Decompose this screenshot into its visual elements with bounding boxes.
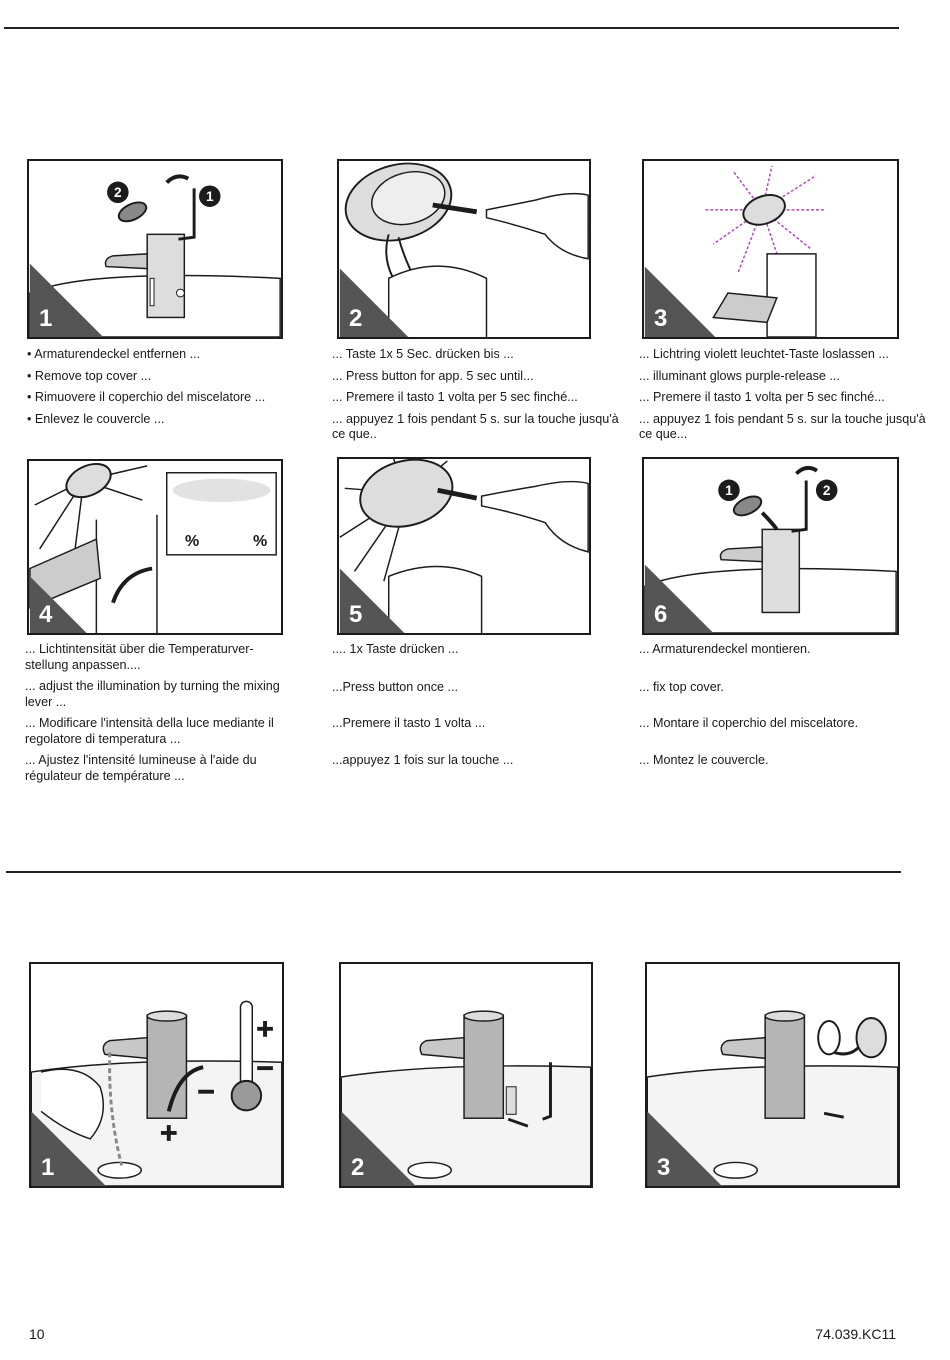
step-text-de: .... 1x Taste drücken ... xyxy=(332,642,459,656)
step-text-fr: ... appuyez 1 fois pendant 5 s. sur la touche jusqu'à ce que.. xyxy=(332,411,619,441)
purple-light-drawing xyxy=(644,161,897,337)
step-text-de: ... Lichtring violett leuchtet-Taste loslassen ... xyxy=(639,347,889,361)
step-text-de: ... Lichtintensität über die Temperaturver-stellung anpassen.... xyxy=(25,642,254,672)
bottom-step-1-illustration xyxy=(29,962,284,1188)
bottom-step-3-illustration xyxy=(645,962,900,1188)
remove-filter-drawing xyxy=(341,964,591,1186)
inset-percent-left: % xyxy=(185,533,200,550)
step-2-text xyxy=(332,347,622,449)
badge-two: 2 xyxy=(822,483,831,499)
step-4-text xyxy=(25,642,295,790)
step-1-text xyxy=(27,347,317,433)
press-button-drawing xyxy=(339,161,589,337)
step-text-en: ... adjust the illumination by turning the mixing lever ... xyxy=(25,679,280,709)
step-text-de: ... Armaturendeckel montieren. xyxy=(639,642,811,656)
step-number: 2 xyxy=(351,1154,365,1181)
step-number: 5 xyxy=(349,601,363,628)
step-number: 2 xyxy=(349,305,363,332)
step-text-en: ... Press button for app. 5 sec until... xyxy=(332,368,534,383)
step-4-illustration xyxy=(27,459,283,635)
press-button-once-drawing xyxy=(339,459,589,633)
middle-rule xyxy=(6,871,901,873)
step-1-illustration xyxy=(27,159,283,339)
step-text-it: ... Premere il tasto 1 volta per 5 sec finché... xyxy=(332,390,578,404)
top-rule xyxy=(4,27,899,29)
page-number: 10 xyxy=(29,1326,45,1342)
step-text-it: • Rimuovere il coperchio del miscelatore ... xyxy=(27,390,266,404)
step-text-en: • Remove top cover ... xyxy=(27,368,152,383)
step-6-text xyxy=(639,642,929,774)
step-text-it: ...Premere il tasto 1 volta ... xyxy=(332,716,486,730)
step-text-fr: ... Montez le couvercle. xyxy=(639,752,769,767)
step-text-de: • Armaturendeckel entfernen ... xyxy=(27,347,201,361)
step-text-fr: ... appuyez 1 fois pendant 5 s. sur la touche jusqu'à ce que... xyxy=(639,411,926,441)
step-2-illustration xyxy=(337,159,591,339)
step-text-en: ... illuminant glows purple-release ... xyxy=(639,368,840,383)
step-text-de: ... Taste 1x 5 Sec. drücken bis ... xyxy=(332,347,514,361)
step-text-fr: • Enlevez le couvercle ... xyxy=(27,411,165,426)
step-text-en: ...Press button once ... xyxy=(332,679,459,694)
step-5-illustration xyxy=(337,457,591,635)
clean-filter-drawing xyxy=(647,964,898,1186)
step-5-text xyxy=(332,642,622,774)
step-number: 4 xyxy=(39,601,53,628)
badge-one: 1 xyxy=(725,483,733,499)
step-text-fr: ... Ajustez l'intensité lumineuse à l'aide du régulateur de température ... xyxy=(25,753,257,783)
step-3-illustration xyxy=(642,159,899,339)
step-3-text xyxy=(639,347,939,449)
remove-cover-drawing xyxy=(29,161,281,337)
step-6-illustration xyxy=(642,457,899,635)
document-code: 74.039.KC11 xyxy=(815,1326,896,1342)
bottom-step-2-illustration xyxy=(339,962,593,1188)
step-number: 3 xyxy=(654,305,668,332)
step-text-it: ... Premere il tasto 1 volta per 5 sec finché... xyxy=(639,390,885,404)
step-text-it: ... Montare il coperchio del miscelatore. xyxy=(639,716,859,730)
step-number: 3 xyxy=(657,1154,671,1181)
adjust-intensity-drawing xyxy=(29,461,281,633)
step-number: 6 xyxy=(654,601,668,628)
fix-cover-drawing xyxy=(644,459,897,633)
step-text-fr: ...appuyez 1 fois sur la touche ... xyxy=(332,752,514,767)
step-number: 1 xyxy=(41,1154,55,1181)
badge-two: 2 xyxy=(114,185,122,201)
badge-one: 1 xyxy=(205,189,214,205)
inset-percent-right: % xyxy=(253,533,268,550)
step-number: 1 xyxy=(39,305,53,332)
step-text-it: ... Modificare l'intensità della luce mediante il regolatore di temperatura ... xyxy=(25,716,274,746)
temperature-adjust-drawing xyxy=(31,964,282,1186)
step-text-en: ... fix top cover. xyxy=(639,679,724,694)
